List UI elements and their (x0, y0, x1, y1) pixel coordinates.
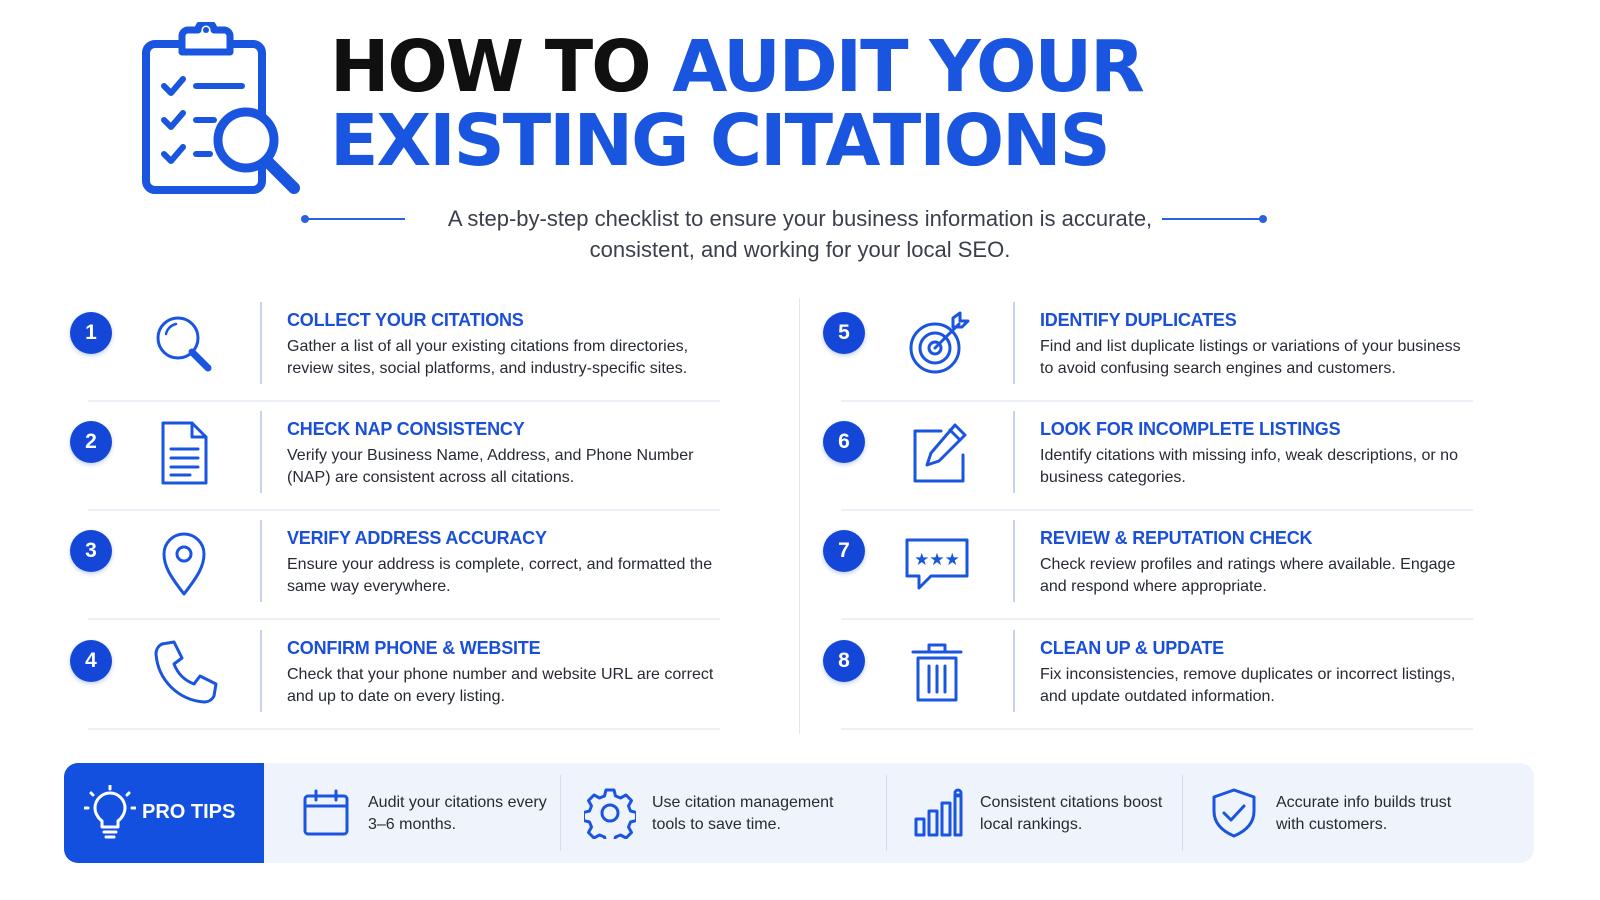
title-blue-part-1: AUDIT YOUR (672, 25, 1143, 108)
step-description: Verify your Business Name, Address, and Phone Number (NAP) are consistent across all citations. (287, 447, 694, 486)
step-divider (1013, 520, 1015, 602)
pro-tips-badge (64, 763, 264, 863)
tip-local-rankings (912, 763, 1182, 863)
step-heading: REVIEW & REPUTATION CHECK (1040, 528, 1313, 548)
step-number: 3 (70, 530, 112, 572)
step-heading: LOOK FOR INCOMPLETE LISTINGS (1040, 419, 1341, 439)
page-title (330, 25, 1143, 182)
subtitle-line-left (305, 218, 405, 220)
step-heading: VERIFY ADDRESS ACCURACY (287, 528, 547, 548)
document-icon (148, 417, 220, 489)
step-heading: COLLECT YOUR CITATIONS (287, 310, 524, 330)
step-4 (70, 630, 720, 730)
step-divider (260, 520, 262, 602)
review-stars-icon (901, 526, 973, 598)
step-description: Gather a list of all your existing citations from directories, review sites, social platforms, and industry-specific sites. (287, 338, 689, 377)
step-heading: CONFIRM PHONE & WEBSITE (287, 638, 541, 658)
tip-separator (886, 775, 887, 851)
step-divider (1013, 630, 1015, 712)
trash-icon (901, 636, 973, 708)
bar-chart-icon (912, 787, 964, 839)
page-subtitle (400, 203, 1200, 265)
step-number: 8 (823, 640, 865, 682)
pro-tips-bar (64, 763, 1534, 863)
tip-separator (1182, 775, 1183, 851)
step-description: Ensure your address is complete, correct, and formatted the same way everywhere. (287, 556, 713, 595)
tip-text: Accurate info builds trust with customers. (1276, 794, 1452, 833)
lightbulb-icon (84, 785, 136, 841)
target-icon (901, 308, 973, 380)
column-divider (799, 298, 800, 734)
step-divider (1013, 302, 1015, 384)
step-number: 1 (70, 312, 112, 354)
step-7 (823, 520, 1473, 620)
step-number: 6 (823, 421, 865, 463)
step-description: Identify citations with missing info, weak descriptions, or no business categories. (1040, 447, 1458, 486)
gear-icon (584, 787, 636, 839)
step-heading: CLEAN UP & UPDATE (1040, 638, 1224, 658)
step-divider (1013, 411, 1015, 493)
title-blue-part-2: EXISTING CITATIONS (330, 99, 1109, 182)
step-5 (823, 302, 1473, 402)
step-number: 4 (70, 640, 112, 682)
step-6 (823, 411, 1473, 511)
magnifier-icon (148, 308, 220, 380)
shield-check-icon (1208, 787, 1260, 839)
step-description: Check that your phone number and website URL are correct and up to date on every listing. (287, 666, 714, 705)
svg-text:★★★: ★★★ (914, 550, 960, 570)
step-2 (70, 411, 720, 511)
step-8 (823, 630, 1473, 730)
step-number: 2 (70, 421, 112, 463)
step-description: Find and list duplicate listings or variations of your business to avoid confusing search engines and customers. (1040, 338, 1461, 377)
step-3 (70, 520, 720, 620)
subtitle-dot-left (301, 215, 309, 223)
step-description: Fix inconsistencies, remove duplicates or incorrect listings, and update outdated information. (1040, 666, 1456, 705)
step-divider (260, 302, 262, 384)
step-1 (70, 302, 720, 402)
subtitle-line-2: consistent, and working for your local SEO. (589, 237, 1011, 262)
title-dark-part: HOW TO (330, 25, 650, 108)
tip-text: Consistent citations boost local rankings. (980, 794, 1163, 833)
step-heading: CHECK NAP CONSISTENCY (287, 419, 525, 439)
tip-separator (560, 775, 561, 851)
clipboard-checklist-magnifier-icon (142, 22, 304, 198)
subtitle-line-1: A step-by-step checklist to ensure your business information is accurate, (447, 206, 1153, 231)
step-number: 5 (823, 312, 865, 354)
map-pin-icon (148, 526, 220, 598)
step-divider (260, 630, 262, 712)
pro-tips-label: PRO TIPS (142, 801, 236, 823)
calendar-icon (300, 787, 352, 839)
step-heading: IDENTIFY DUPLICATES (1040, 310, 1237, 330)
phone-icon (148, 636, 220, 708)
tip-text: Audit your citations every 3–6 months. (368, 794, 547, 833)
tip-management-tools (584, 763, 874, 863)
step-description: Check review profiles and ratings where available. Engage and respond where appropriate. (1040, 556, 1456, 595)
tip-text: Use citation management tools to save time. (652, 794, 834, 833)
subtitle-dot-right (1259, 215, 1267, 223)
edit-icon (901, 417, 973, 489)
tip-audit-frequency (300, 763, 547, 863)
step-divider (260, 411, 262, 493)
tip-builds-trust (1208, 763, 1508, 863)
step-number: 7 (823, 530, 865, 572)
